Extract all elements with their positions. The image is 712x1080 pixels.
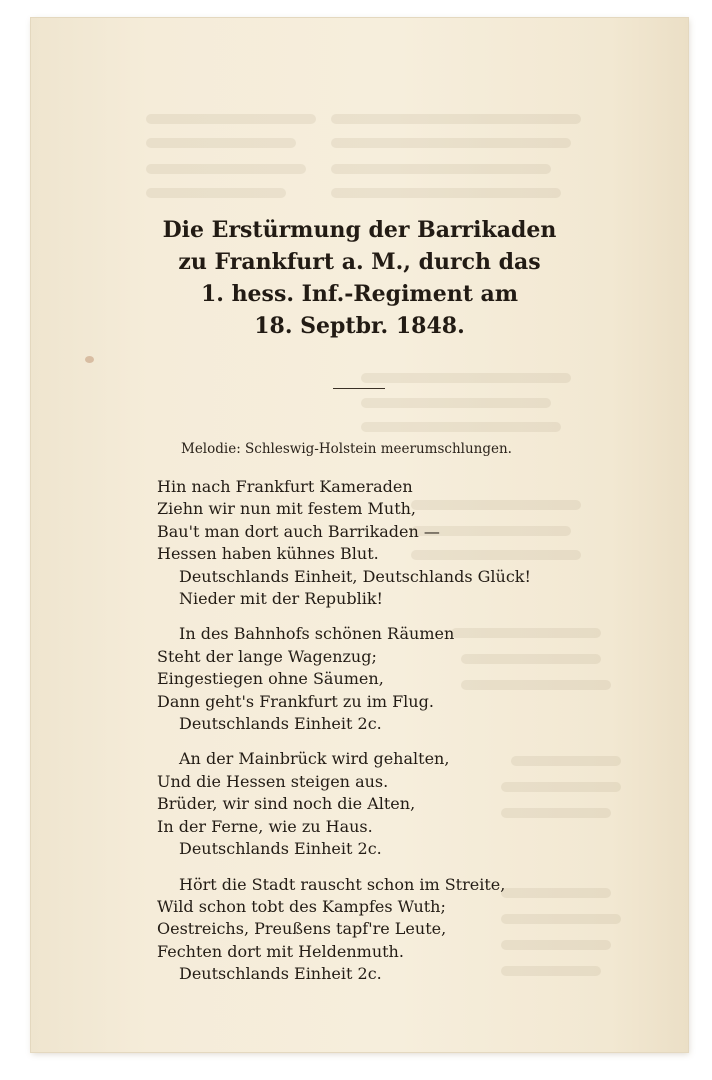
- stanza-line: Wild schon tobt des Kampfes Wuth;: [157, 896, 446, 916]
- refrain-line: Deutschlands Einheit, Deutschlands Glück!: [179, 566, 531, 586]
- stanza-line: Hessen haben kühnes Blut.: [157, 544, 379, 564]
- stanza-2: [157, 623, 677, 735]
- poem-body: [157, 476, 677, 999]
- stanza-4: [157, 874, 677, 986]
- stanza-line: In des Bahnhofs schönen Räumen: [179, 624, 455, 644]
- paper-stain: [85, 356, 94, 363]
- leaflet-title: [71, 214, 648, 342]
- stanza-line: Dann geht's Frankfurt zu im Flug.: [157, 691, 434, 711]
- stanza-line: Brüder, wir sind noch die Alten,: [157, 794, 416, 814]
- title-line-1: Die Erstürmung der Barrikaden: [162, 217, 557, 243]
- printed-leaflet: [31, 18, 688, 1052]
- stanza-line: Eingestiegen ohne Säumen,: [157, 669, 384, 689]
- refrain-line: Deutschlands Einheit 2c.: [179, 839, 382, 859]
- title-line-2: zu Frankfurt a. M., durch das: [178, 249, 541, 275]
- melody-note: Melodie: Schleswig-Holstein meerumschlungen.: [181, 441, 512, 457]
- stanza-line: Oestreichs, Preußens tapf're Leute,: [157, 919, 447, 939]
- title-line-4: 18. Septbr. 1848.: [254, 313, 465, 339]
- stanza-line: Und die Hessen steigen aus.: [157, 771, 389, 791]
- refrain-line: Deutschlands Einheit 2c.: [179, 714, 382, 734]
- stanza-line: An der Mainbrück wird gehalten,: [179, 749, 450, 769]
- title-divider: [333, 388, 385, 389]
- stanza-line: Steht der lange Wagenzug;: [157, 646, 377, 666]
- stanza-line: Fechten dort mit Heldenmuth.: [157, 941, 404, 961]
- title-line-3: 1. hess. Inf.-Regiment am: [200, 281, 519, 307]
- refrain-line: Nieder mit der Republik!: [179, 589, 383, 609]
- refrain-line: Deutschlands Einheit 2c.: [179, 964, 382, 984]
- stanza-line: Bau't man dort auch Barrikaden —: [157, 521, 440, 541]
- stanza-1: [157, 476, 677, 610]
- stanza-line: Hört die Stadt rauscht schon im Streite,: [179, 874, 506, 894]
- stanza-line: In der Ferne, wie zu Haus.: [157, 816, 373, 836]
- stanza-line: Ziehn wir nun mit festem Muth,: [157, 499, 417, 519]
- stanza-3: [157, 748, 677, 860]
- stanza-line: Hin nach Frankfurt Kameraden: [157, 477, 413, 496]
